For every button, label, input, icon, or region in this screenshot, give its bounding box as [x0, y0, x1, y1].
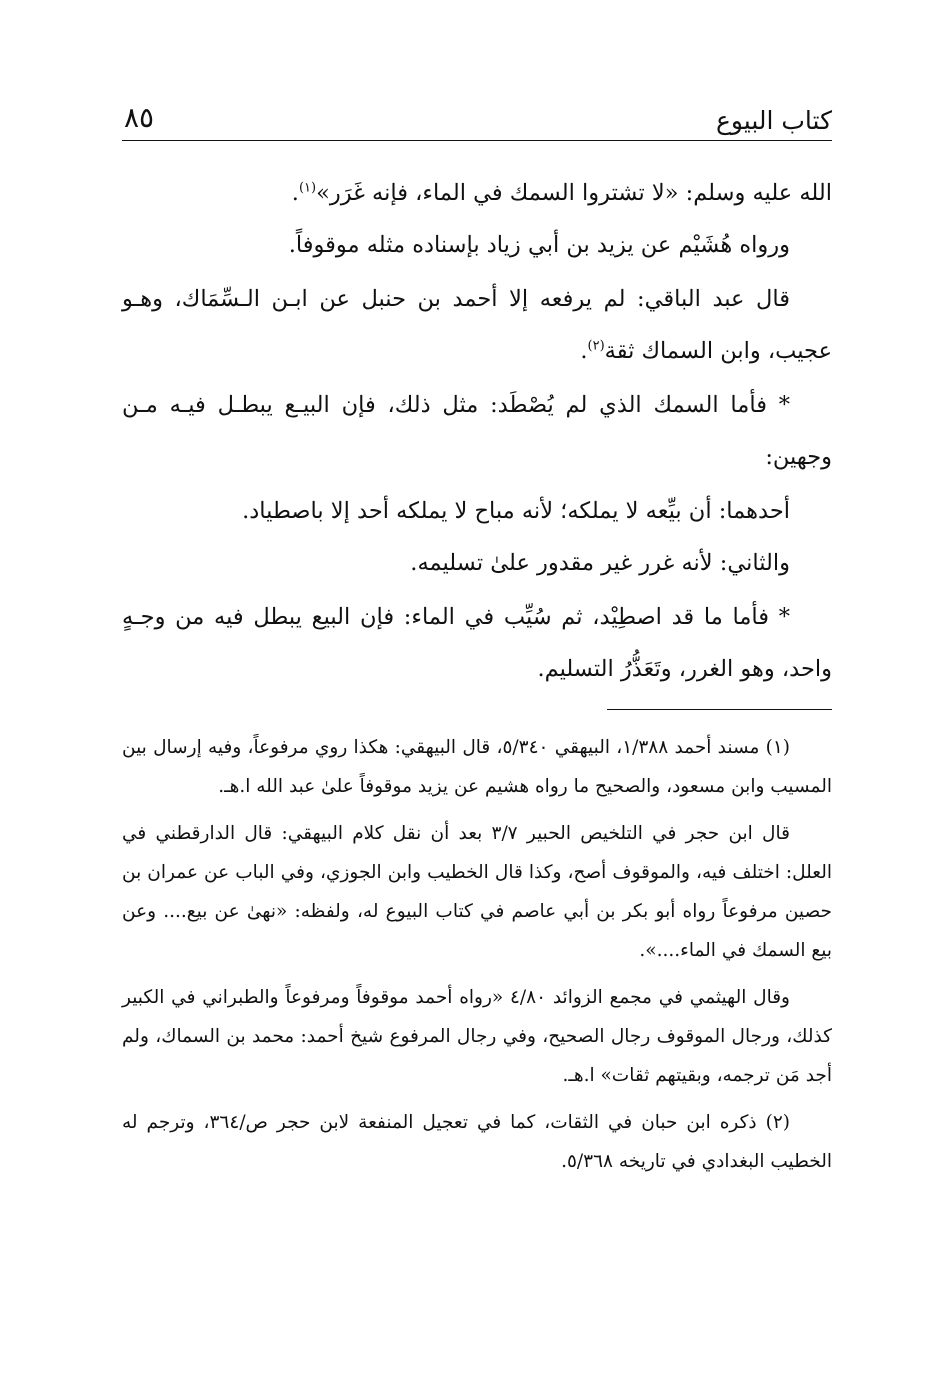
footnotes — [122, 728, 832, 1181]
page-number: ٨٥ — [124, 101, 155, 134]
footnote-separator — [607, 709, 832, 710]
footnote-1-ibn-hajar: قال ابن حجر في التلخيص الحبير ٣/٧ بعد أن نقل كلام البيهقي: قال الدارقطني في العلل: اختلف فيه، والموقوف أصح، وكذا قال الخطيب وابن الجوزي، وفي الباب عن عمران بن حصين مرفوعاً رواه أبو بكر بن أبي عاصم في كتاب البيوع له، ولفظه: «نهىٰ عن بيع.... وعن بيع السمك في الماء....». — [122, 823, 832, 961]
hadith-end: . — [291, 180, 299, 206]
paragraph-hadith — [122, 167, 832, 219]
footnote-2: (٢) ذكره ابن حبان في الثقات، كما في تعجيل المنفعة لابن حجر ص/٣٦٤، وترجم له الخطيب البغدادي في تاريخه ٥/٣٦٨. — [122, 1112, 832, 1172]
paragraph-abd-al-baqi — [122, 273, 832, 377]
footnote-ref-2[interactable]: (٢) — [587, 338, 605, 354]
paragraph-second-reason: والثاني: لأنه غرر غير مقدور علىٰ تسليمه. — [410, 550, 790, 576]
paragraph-first-reason: أحدهما: أن بيِّعه لا يملكه؛ لأنه مباح لا يملكه أحد إلا باصطياد. — [242, 498, 790, 524]
paragraph-hushaym: ورواه هُشَيْم عن يزيد بن أبي زياد بإسناده مثله موقوفاً. — [288, 232, 790, 258]
abd-al-baqi-text: قال عبد الباقي: لم يرفعه إلا أحمد بن حنبل عن ابـن الـسِّمَاك، وهـو عجيب، وابن السماك ثقة — [122, 286, 832, 364]
paragraph-unfished-fish: * فأما السمك الذي لم يُصْطَد: مثل ذلك، فإن البيـع يبطـل فيـه مـن وجهين: — [122, 392, 832, 470]
abd-al-baqi-end: . — [580, 338, 588, 364]
paragraph-released-fish: * فأما ما قد اصطِيْد، ثم سُيِّب في الماء: فإن البيع يبطل فيه من وجـهٍ واحد، وهو الغرر، وتَعَذُّرُ التسليم. — [122, 604, 832, 682]
book-page — [122, 96, 832, 1189]
footnote-1-haythami: وقال الهيثمي في مجمع الزوائد ٤/٨٠ «رواه أحمد موقوفاً ومرفوعاً والطبراني في الكبير كذلك، ورجال الموقوف رجال الصحيح، وفي رجال المرفوع شيخ أحمد: محمد بن السماك، ولم أجد مَن ترجمه، وبقيتهم ثقات» ا.هـ. — [122, 987, 832, 1086]
running-header — [122, 96, 832, 141]
footnote-ref-1[interactable]: (١) — [298, 180, 317, 196]
main-text — [122, 167, 832, 695]
footnote-1: (١) مسند أحمد ١/٣٨٨، البيهقي ٥/٣٤٠، قال البيهقي: هكذا روي مرفوعاً، وفيه إرسال بين المسيب وابن مسعود، والصحيح ما رواه هشيم عن يزيد موقوفاً علىٰ عبد الله ا.هـ. — [122, 737, 832, 797]
running-title: كتاب البيوع — [715, 106, 832, 135]
hadith-text: الله عليه وسلم: «لا تشتروا السمك في الماء، فإنه غَرَر» — [316, 180, 832, 206]
